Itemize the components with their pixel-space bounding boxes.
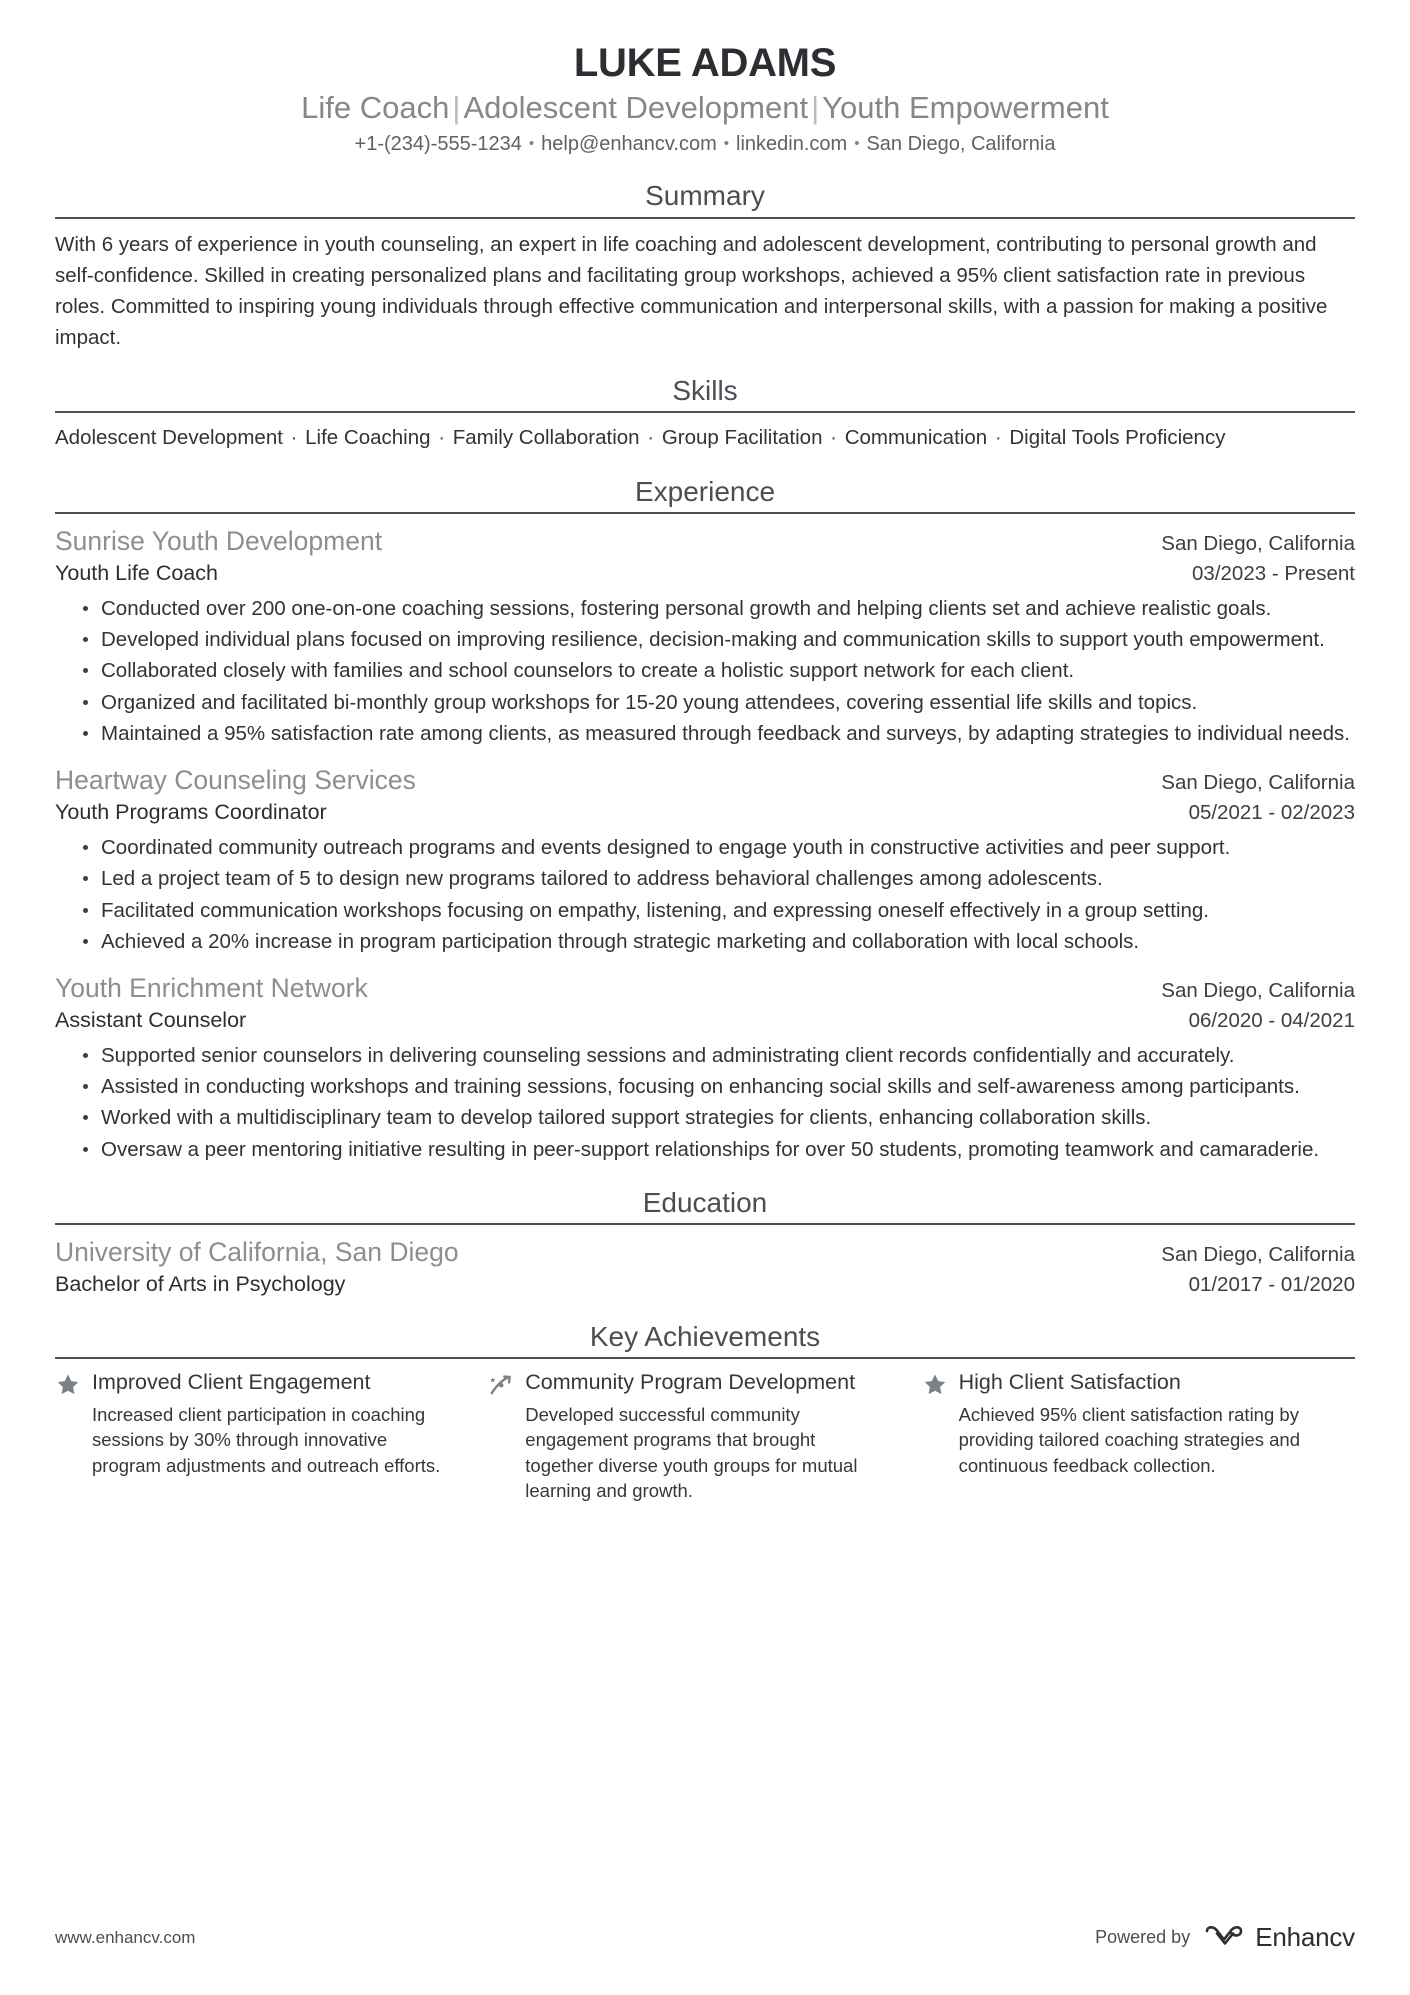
key-achievement-item [488, 1369, 921, 1504]
powered-by-label: Powered by [1095, 1927, 1191, 1947]
contact-location: San Diego, California [866, 133, 1056, 156]
entry-dates: 06/2020 - 04/2021 [1188, 1008, 1355, 1032]
entry-role-row [55, 1006, 1355, 1035]
entry-bullet: Maintained a 95% satisfaction rate among clients, as measured through feedback and surveys, by adapting strategies to individual needs. [81, 719, 1355, 749]
entry-org-row [55, 763, 1355, 797]
skill-separator: · [284, 426, 304, 450]
contact-separator: • [854, 135, 860, 153]
entry-organization: Heartway Counseling Services [55, 765, 416, 796]
experience-entry [55, 971, 1355, 1165]
contact-line [55, 131, 1355, 158]
entry-bullet-list [55, 833, 1355, 957]
entry-location: San Diego, California [1161, 771, 1355, 795]
candidate-name: LUKE ADAMS [573, 41, 837, 85]
key-achievement-title: Community Program Development [525, 1369, 856, 1394]
entry-org-row [55, 1235, 1355, 1269]
section-heading-education: Education [642, 1186, 768, 1218]
headline-part: Adolescent Development [463, 90, 809, 126]
key-achievement-item [55, 1369, 488, 1504]
key-achievement-header [488, 1369, 887, 1398]
experience-entry [55, 763, 1355, 957]
section-divider [55, 512, 1355, 514]
key-achievement-title: High Client Satisfaction [958, 1369, 1181, 1394]
page-footer [55, 1922, 1355, 1953]
experience-entries [55, 524, 1355, 1165]
key-achievement-title: Improved Client Engagement [92, 1369, 371, 1394]
entry-bullet: Conducted over 200 one-on-one coaching sessions, fostering personal growth and helping clients set and achieve realistic goals. [81, 594, 1355, 624]
experience-entry [55, 524, 1355, 749]
skill-item: Group Facilitation [661, 426, 823, 450]
skill-item: Digital Tools Proficiency [1009, 426, 1226, 450]
resume-header [55, 40, 1355, 158]
skill-separator: · [432, 426, 451, 450]
entry-bullet: Collaborated closely with families and school counselors to create a holistic support network for each client. [81, 656, 1355, 686]
key-achievement-header [922, 1369, 1321, 1398]
key-achievements-grid [55, 1369, 1355, 1504]
entry-location: San Diego, California [1161, 1243, 1355, 1267]
entry-bullet: Supported senior counselors in delivering counseling sessions and administrating client records confidentially and accurately. [81, 1041, 1355, 1071]
entry-bullet: Worked with a multidisciplinary team to develop tailored support strategies for clients, enhancing collaboration skills. [81, 1103, 1355, 1133]
contact-separator: • [528, 135, 535, 153]
entry-role-row [55, 559, 1355, 588]
entry-location: San Diego, California [1161, 532, 1355, 556]
section-experience [55, 476, 1355, 1165]
section-divider [55, 1223, 1355, 1225]
shooting-star-icon [488, 1372, 514, 1398]
education-entry [55, 1235, 1355, 1298]
section-divider [55, 1357, 1355, 1359]
contact-separator: • [723, 135, 730, 153]
entry-role-row [55, 798, 1355, 827]
contact-email[interactable]: help@enhancv.com [541, 133, 717, 156]
section-key-achievements [55, 1321, 1355, 1504]
skill-separator: · [641, 426, 660, 450]
entry-dates: 05/2021 - 02/2023 [1188, 800, 1355, 824]
section-heading-summary: Summary [645, 180, 765, 212]
entry-organization: Sunrise Youth Development [55, 526, 383, 557]
entry-role: Youth Life Coach [55, 560, 218, 585]
entry-org-row [55, 971, 1355, 1005]
entry-role: Youth Programs Coordinator [55, 799, 327, 824]
contact-linkedin[interactable]: linkedin.com [736, 133, 848, 156]
entry-organization: Youth Enrichment Network [55, 973, 368, 1004]
entry-location: San Diego, California [1161, 979, 1355, 1003]
skill-separator: · [824, 426, 843, 450]
entry-degree: Bachelor of Arts in Psychology [55, 1271, 346, 1296]
footer-branding [1095, 1922, 1355, 1953]
entry-bullet-list [55, 594, 1355, 750]
headline-separator: | [452, 90, 461, 126]
key-achievement-description: Increased client participation in coaching sessions by 30% through innovative program adjustments and outreach efforts. [92, 1403, 441, 1476]
entry-bullet: Facilitated communication workshops focusing on empathy, listening, and expressing oneself effectively in a group setting. [81, 896, 1355, 926]
entry-bullet: Achieved a 20% increase in program participation through strategic marketing and collaboration with local schools. [81, 927, 1355, 957]
entry-dates: 03/2023 - Present [1192, 561, 1355, 585]
skill-item: Family Collaboration [452, 426, 640, 450]
skill-separator: · [989, 426, 1008, 450]
entry-dates: 01/2017 - 01/2020 [1188, 1272, 1355, 1296]
section-divider [55, 217, 1355, 219]
enhancv-mark-icon [1204, 1925, 1246, 1951]
entry-role: Assistant Counselor [55, 1007, 247, 1032]
entry-org-row [55, 524, 1355, 558]
star-icon [922, 1372, 948, 1398]
headline-part: Life Coach [301, 90, 450, 126]
section-education [55, 1187, 1355, 1299]
headline-part: Youth Empowerment [822, 90, 1109, 126]
section-heading-key-achievements: Key Achievements [589, 1320, 821, 1352]
entry-organization: University of California, San Diego [55, 1237, 459, 1268]
skills-list [55, 423, 1355, 454]
key-achievement-item [922, 1369, 1355, 1504]
enhancv-wordmark: Enhancv [1255, 1922, 1355, 1952]
contact-phone[interactable]: +1-(234)-555-1234 [354, 133, 522, 156]
footer-website[interactable]: www.enhancv.com [55, 1927, 196, 1947]
entry-bullet: Assisted in conducting workshops and training sessions, focusing on enhancing social skills and self-awareness among participants. [81, 1072, 1355, 1102]
key-achievement-header [55, 1369, 454, 1398]
section-skills [55, 375, 1355, 454]
section-heading-skills: Skills [672, 375, 738, 407]
section-summary [55, 180, 1355, 353]
candidate-headline [55, 89, 1355, 126]
education-entries [55, 1235, 1355, 1298]
entry-bullet: Coordinated community outreach programs and events designed to engage youth in constructive activities and peer support. [81, 833, 1355, 863]
skill-item: Life Coaching [305, 426, 431, 450]
entry-degree-row [55, 1270, 1355, 1299]
entry-bullet: Developed individual plans focused on improving resilience, decision-making and communication skills to support youth empowerment. [81, 625, 1355, 655]
section-heading-experience: Experience [634, 476, 776, 508]
enhancv-logo [1204, 1922, 1355, 1953]
entry-bullet-list [55, 1041, 1355, 1165]
skill-item: Communication [844, 426, 988, 450]
skill-item: Adolescent Development [55, 426, 283, 450]
star-icon [55, 1372, 81, 1398]
entry-bullet: Organized and facilitated bi-monthly group workshops for 15-20 young attendees, covering essential life skills and topics. [81, 688, 1355, 718]
key-achievement-description: Achieved 95% client satisfaction rating by providing tailored coaching strategies and continuous feedback collection. [958, 1403, 1300, 1476]
headline-separator: | [811, 90, 820, 126]
entry-bullet: Led a project team of 5 to design new programs tailored to address behavioral challenges among adolescents. [81, 864, 1355, 894]
key-achievement-description: Developed successful community engagement programs that brought together diverse youth groups for mutual learning and growth. [525, 1403, 858, 1502]
summary-text: With 6 years of experience in youth counseling, an expert in life coaching and adolescent development, contributing to personal growth and self-confidence. Skilled in creating personalized plans and facilitating group workshops, achieved a 95% client satisfaction rate in previous roles. Committed to inspiring young individuals through effective communication and interpersonal skills, with a passion for making a positive impact. [55, 232, 1328, 350]
section-divider [55, 411, 1355, 413]
entry-bullet: Oversaw a peer mentoring initiative resulting in peer-support relationships for over 50 students, promoting teamwork and camaraderie. [81, 1135, 1355, 1165]
